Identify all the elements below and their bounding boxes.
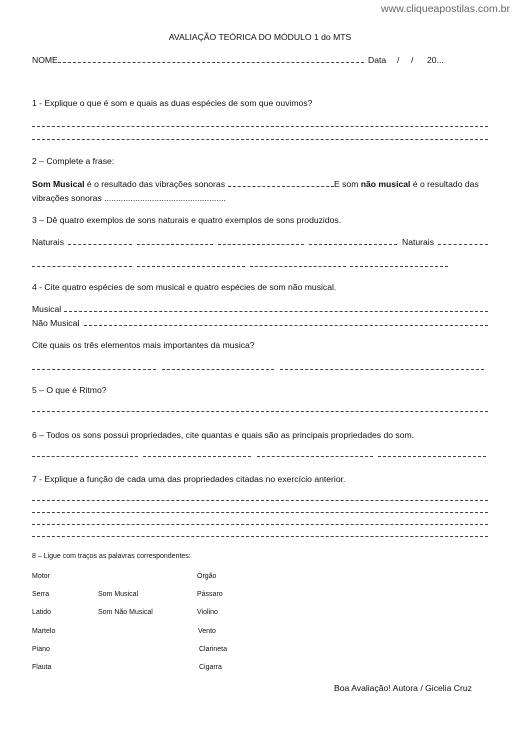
left-word: Latido bbox=[32, 609, 52, 616]
answer-blank[interactable] bbox=[438, 244, 488, 245]
nome-label: NOME bbox=[32, 55, 58, 65]
footer-signature: Boa Avaliação! Autora / Gicelia Cruz bbox=[334, 683, 472, 693]
answer-blank[interactable] bbox=[32, 369, 156, 370]
question-7: 7 - Explique a função de cada uma das propriedades citadas no exercício anterior. bbox=[32, 474, 346, 484]
answer-line[interactable] bbox=[32, 524, 488, 525]
question-2: 2 – Complete a frase: bbox=[32, 156, 115, 166]
watermark: www.cliqueapostilas.com.br bbox=[381, 3, 510, 15]
answer-line[interactable] bbox=[32, 411, 488, 412]
left-word: Flauta bbox=[32, 664, 52, 671]
answer-blank[interactable] bbox=[257, 456, 373, 457]
blank-line[interactable] bbox=[228, 186, 334, 187]
question-2-sentence bbox=[32, 179, 225, 190]
question-4b: Cite quais os três elementos mais importantes da musica? bbox=[32, 340, 255, 350]
term-nao-musical: não musical bbox=[360, 179, 411, 189]
middle-word: Som Não Musical bbox=[98, 609, 153, 616]
answer-blank[interactable] bbox=[137, 266, 245, 267]
naturais-label-2: Naturais bbox=[402, 237, 434, 247]
answer-blank[interactable] bbox=[218, 244, 304, 245]
year-field: 20... bbox=[427, 55, 444, 65]
right-word: Vento bbox=[198, 628, 216, 635]
answer-blank[interactable] bbox=[68, 244, 132, 245]
right-word: Cigarra bbox=[199, 664, 222, 671]
right-word: Clarineta bbox=[199, 646, 228, 653]
answer-blank[interactable] bbox=[378, 456, 486, 457]
left-word: Motor bbox=[32, 573, 50, 580]
answer-blank[interactable] bbox=[350, 266, 448, 267]
date-slash: / bbox=[397, 55, 400, 65]
data-label: Data bbox=[368, 55, 387, 65]
right-word: Violino bbox=[197, 609, 218, 616]
answer-line[interactable] bbox=[32, 536, 488, 537]
question-1: 1 - Explique o que é som e quais as duas espécies de som que ouvimos? bbox=[32, 98, 313, 108]
answer-blank[interactable] bbox=[32, 266, 132, 267]
answer-line[interactable] bbox=[32, 126, 488, 127]
left-word: Martelo bbox=[32, 628, 56, 635]
left-word: Piano bbox=[32, 646, 50, 653]
answer-blank[interactable] bbox=[280, 369, 484, 370]
term-som-musical: Som Musical bbox=[32, 179, 85, 189]
answer-line[interactable] bbox=[64, 311, 488, 312]
question-5: 5 – O que é Ritmo? bbox=[32, 385, 107, 395]
left-word: Serra bbox=[32, 591, 50, 598]
question-4: 4 - Cite quatro espécies de som musical e quatro espécies de som não musical. bbox=[32, 282, 337, 292]
answer-blank[interactable] bbox=[137, 244, 213, 245]
answer-blank[interactable] bbox=[162, 369, 274, 370]
date-slash: / bbox=[411, 55, 414, 65]
answer-blank[interactable] bbox=[143, 456, 251, 457]
nome-field-line[interactable] bbox=[58, 62, 364, 63]
question-2-line2: vibrações sonoras ................................................... bbox=[32, 193, 226, 203]
answer-line[interactable] bbox=[32, 139, 488, 140]
sentence-part: E som bbox=[334, 179, 361, 189]
musical-label: Musical bbox=[32, 304, 62, 314]
sentence-part: é o resultado das vibrações sonoras bbox=[84, 179, 225, 189]
sentence-part: é o resultado das bbox=[410, 179, 479, 189]
right-word: Órgão bbox=[197, 573, 217, 580]
question-8: 8 – Ligue com traços as palavras correspondentes: bbox=[32, 553, 191, 560]
nao-musical-label: Não Musical bbox=[32, 318, 80, 328]
answer-line[interactable] bbox=[84, 325, 488, 326]
answer-blank[interactable] bbox=[32, 456, 138, 457]
answer-line[interactable] bbox=[32, 500, 488, 501]
answer-line[interactable] bbox=[32, 512, 488, 513]
question-6: 6 – Todos os sons possui propriedades, cite quantas e quais são as principais propriedades do som. bbox=[32, 430, 415, 440]
answer-blank[interactable] bbox=[309, 244, 397, 245]
middle-word: Som Musical bbox=[98, 591, 139, 598]
question-3: 3 – Dê quatro exemplos de sons naturais e quatro exemplos de sons produzidos. bbox=[32, 215, 342, 225]
right-word: Pássaro bbox=[197, 591, 223, 598]
answer-blank[interactable] bbox=[250, 266, 346, 267]
question-2-sentence-cont bbox=[334, 179, 479, 190]
page-title: AVALIAÇÃO TEÓRICA DO MÓDULO 1 do MTS bbox=[168, 32, 352, 42]
naturais-label: Naturais bbox=[32, 237, 64, 247]
